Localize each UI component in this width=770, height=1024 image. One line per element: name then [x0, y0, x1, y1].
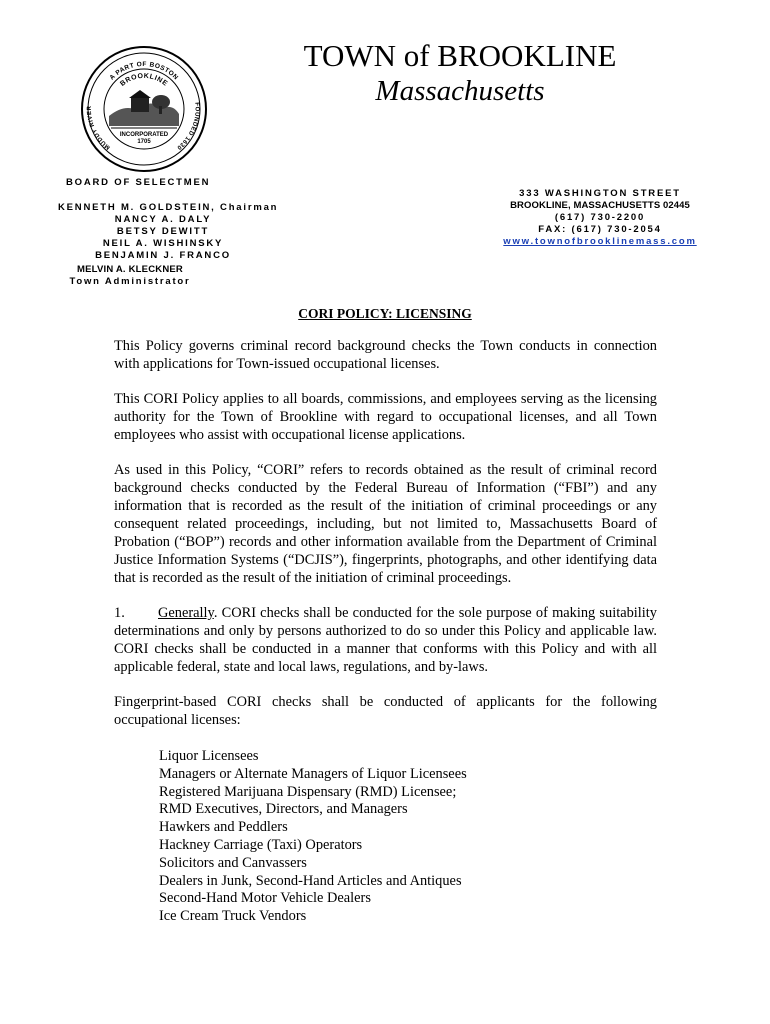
state-title: Massachusetts — [375, 75, 545, 107]
address-block — [490, 188, 710, 248]
paragraph: This CORI Policy applies to all boards, commissions, and employees serving as the licensing authority for the Town of Brookline with regard to occupational licenses, and all Town employees who assist with occupational license applications. — [114, 391, 657, 443]
seal-year-text: 1705 — [137, 139, 151, 145]
list-item: Solicitors and Canvassers — [159, 854, 307, 871]
section-1 — [114, 604, 657, 676]
administrator-name: MELVIN A. KLECKNER — [77, 264, 183, 275]
seal-ring-right-text: FOUNDED 1630 — [175, 102, 200, 151]
list-item: Second-Hand Motor Vehicle Dealers — [159, 890, 371, 907]
town-administrator — [58, 264, 202, 288]
document-body — [114, 337, 657, 746]
paragraph: As used in this Policy, “CORI” refers to records obtained as the result of criminal record background checks conducted by the Federal Bureau of Information (“FBI”) and any information that is recorded as the result of the initiation of criminal proceedings or any consequent related proceedings, including, but not limited to, Massachusetts Board of Probation (“BOP”) records and other information available from the Department of Criminal Justice Information Systems (“DCJIS”), fingerprints, photographs, and other identifying data that is recorded as the result of the initiation of criminal proceedings. — [114, 462, 657, 586]
list-item: Hackney Carriage (Taxi) Operators — [159, 836, 363, 853]
fax-number: FAX: (617) 730-2054 — [538, 224, 662, 235]
list-item: Ice Cream Truck Vendors — [159, 908, 307, 925]
list-item: Registered Marijuana Dispensary (RMD) Licensee; — [159, 783, 457, 800]
seal-ring-left-text: MUDDY RIVER — [86, 105, 112, 151]
license-list — [159, 748, 467, 926]
town-title: TOWN of BROOKLINE — [303, 38, 617, 73]
board-member: NEIL A. WISHINSKY — [102, 238, 224, 249]
fingerprint-intro: Fingerprint-based CORI checks shall be conducted of applicants for the following occupational licenses: — [114, 694, 657, 728]
list-item: Liquor Licensees — [159, 748, 259, 764]
phone-number: (617) 730-2200 — [554, 212, 646, 223]
section-heading: Generally — [158, 605, 214, 621]
board-member: KENNETH M. GOLDSTEIN, Chairman — [58, 202, 279, 213]
board-member: BENJAMIN J. FRANCO — [95, 250, 231, 261]
list-item: RMD Executives, Directors, and Managers — [159, 801, 408, 818]
section-number: 1. — [114, 605, 125, 621]
section-text: . CORI checks shall be conducted for the sole purpose of making suitability determinations and only by persons authorized to do so under this Policy and applicable law. CORI checks shall be conducted in a manner that conforms with this Policy and with all applicable federal, state and local laws, regulations, and by-laws. — [114, 605, 657, 675]
seal-incorporated-text: INCORPORATED — [119, 132, 169, 138]
board-member: BETSY DEWITT — [116, 226, 210, 237]
town-seal — [79, 44, 209, 174]
seal-ring-top-text: A PART OF BOSTON — [108, 60, 180, 82]
list-item: Managers or Alternate Managers of Liquor Licensees — [159, 765, 467, 782]
board-label: BOARD OF SELECTMEN — [66, 177, 211, 188]
website-link[interactable]: www.townofbrooklinemass.com — [503, 236, 697, 247]
board-members-list — [58, 202, 279, 262]
list-item: Hawkers and Peddlers — [159, 819, 288, 836]
street-address: 333 WASHINGTON STREET — [519, 188, 681, 199]
list-item: Dealers in Junk, Second-Hand Articles and Antiques — [159, 872, 462, 889]
city-state-zip: BROOKLINE, MASSACHUSETTS 02445 — [510, 200, 690, 211]
paragraph: This Policy governs criminal record background checks the Town conducts in connection with applications for Town-issued occupational licenses. — [114, 338, 657, 372]
board-member: NANCY A. DALY — [114, 214, 212, 225]
administrator-title: Town Administrator — [69, 276, 191, 287]
seal-band-text: BROOKLINE — [119, 72, 169, 88]
document-title: CORI POLICY: LICENSING — [298, 306, 472, 321]
svg-text:BROOKLINE — [119, 73, 169, 88]
